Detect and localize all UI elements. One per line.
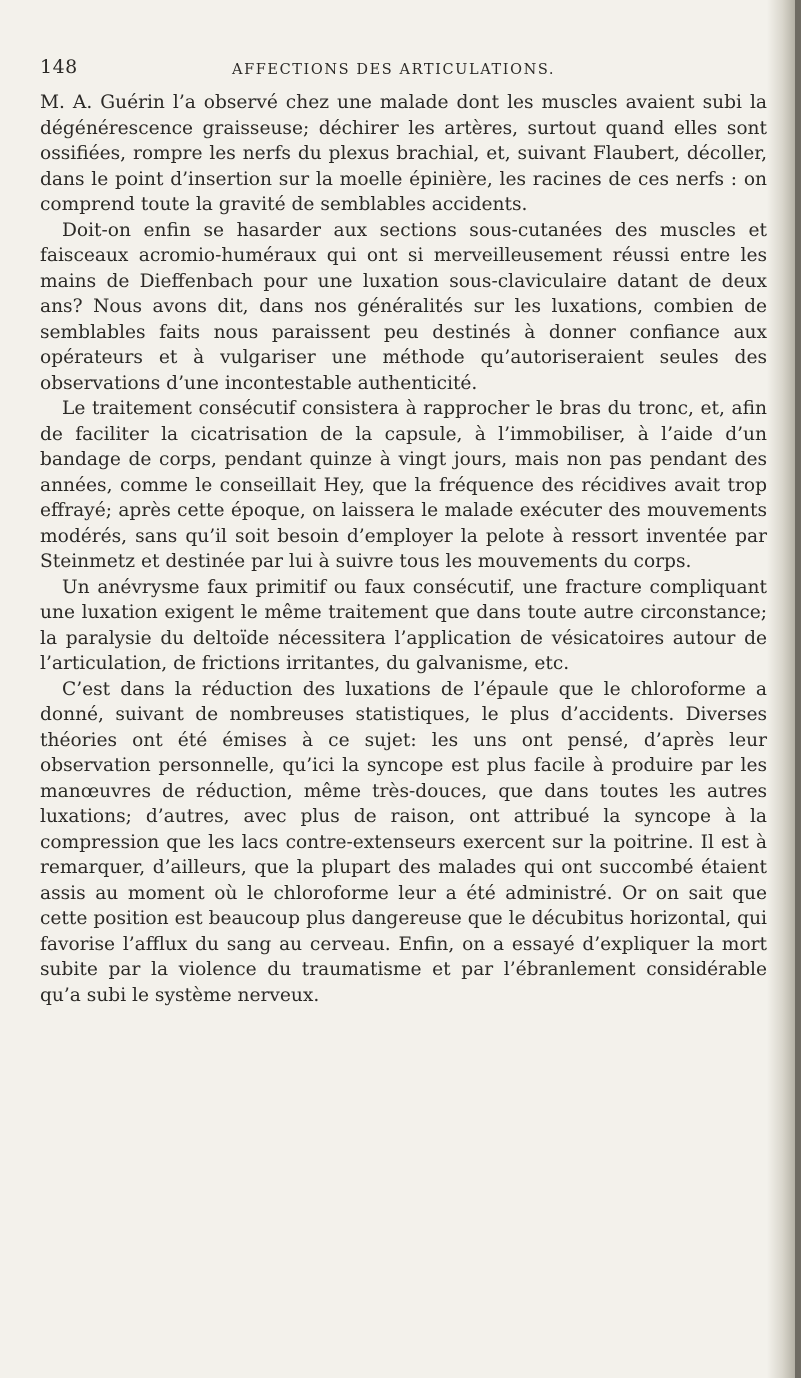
paragraph-4: Un anévrysme faux primitif ou faux consécutif, une fracture compliquant une luxation exigent le même traitement que dans toute autre circonstance; la paralysie du deltoïde nécessitera l’application de vésicatoires autour de l’articulation, de frictions irritantes, du galvanisme, etc. xyxy=(40,576,767,674)
page-number: 148 xyxy=(40,56,78,78)
paragraph-1: M. A. Guérin l’a observé chez une malade dont les muscles avaient subi la dégénérescence graisseuse; déchirer les artères, surtout quand elles sont ossifiées, rompre les nerfs du plexus brachial, et, suivant Flaubert, décoller, dans le point d’insertion sur la moelle épinière, les racines de ces nerfs : on comprend toute la gravité de semblables accidents. xyxy=(40,92,767,215)
page-header xyxy=(40,56,767,80)
paragraph-5: C’est dans la réduction des luxations de l’épaule que le chloroforme a donné, suivant de nombreuses statistiques, le plus d’accidents. Diverses théories ont été émises à ce sujet: les uns ont pensé, d’après leur observation personnelle, qu’ici la syncope est plus facile à produire par les manœuvres de réduction, même très-douces, que dans toutes les autres luxations; d’autres, avec plus de raison, ont attribué la syncope à la compression que les lacs contre-extenseurs exercent sur la poitrine. Il est à remarquer, d’ailleurs, que la plupart des malades qui ont succombé étaient assis au moment où le chloroforme leur a été administré. Or on sait que cette position est beaucoup plus dangereuse que le décubitus horizontal, qui favorise l’afflux du sang au cerveau. Enfin, on a essayé d’expliquer la mort subite par la violence du traumatisme et par l’ébranlement considérable qu’a subi le système nerveux. xyxy=(40,678,767,1006)
body-text xyxy=(40,90,767,1008)
page-binding-shadow xyxy=(795,0,801,1378)
paragraph-2: Doit-on enfin se hasarder aux sections sous-cutanées des muscles et faisceaux acromio-huméraux qui ont si merveilleusement réussi entre les mains de Dieffenbach pour une luxation sous-claviculaire datant de deux ans? Nous avons dit, dans nos généralités sur les luxations, combien de semblables faits nous paraissent peu destinés à donner confiance aux opérateurs et à vulgariser une méthode qu’autoriseraient seules des observations d’une incontestable authenticité. xyxy=(40,219,767,394)
paragraph-3: Le traitement consécutif consistera à rapprocher le bras du tronc, et, afin de faciliter la cicatrisation de la capsule, à l’immobiliser, à l’aide d’un bandage de corps, pendant quinze à vingt jours, mais non pas pendant des années, comme le conseillait Hey, que la fréquence des récidives avait trop effrayé; après cette époque, on laissera le malade exécuter des mouvements modérés, sans qu’il soit besoin d’employer la pelote à ressort inventée par Steinmetz et destinée par lui à suivre tous les mouvements du corps. xyxy=(40,398,767,572)
running-title: AFFECTIONS DES ARTICULATIONS. xyxy=(232,62,556,78)
